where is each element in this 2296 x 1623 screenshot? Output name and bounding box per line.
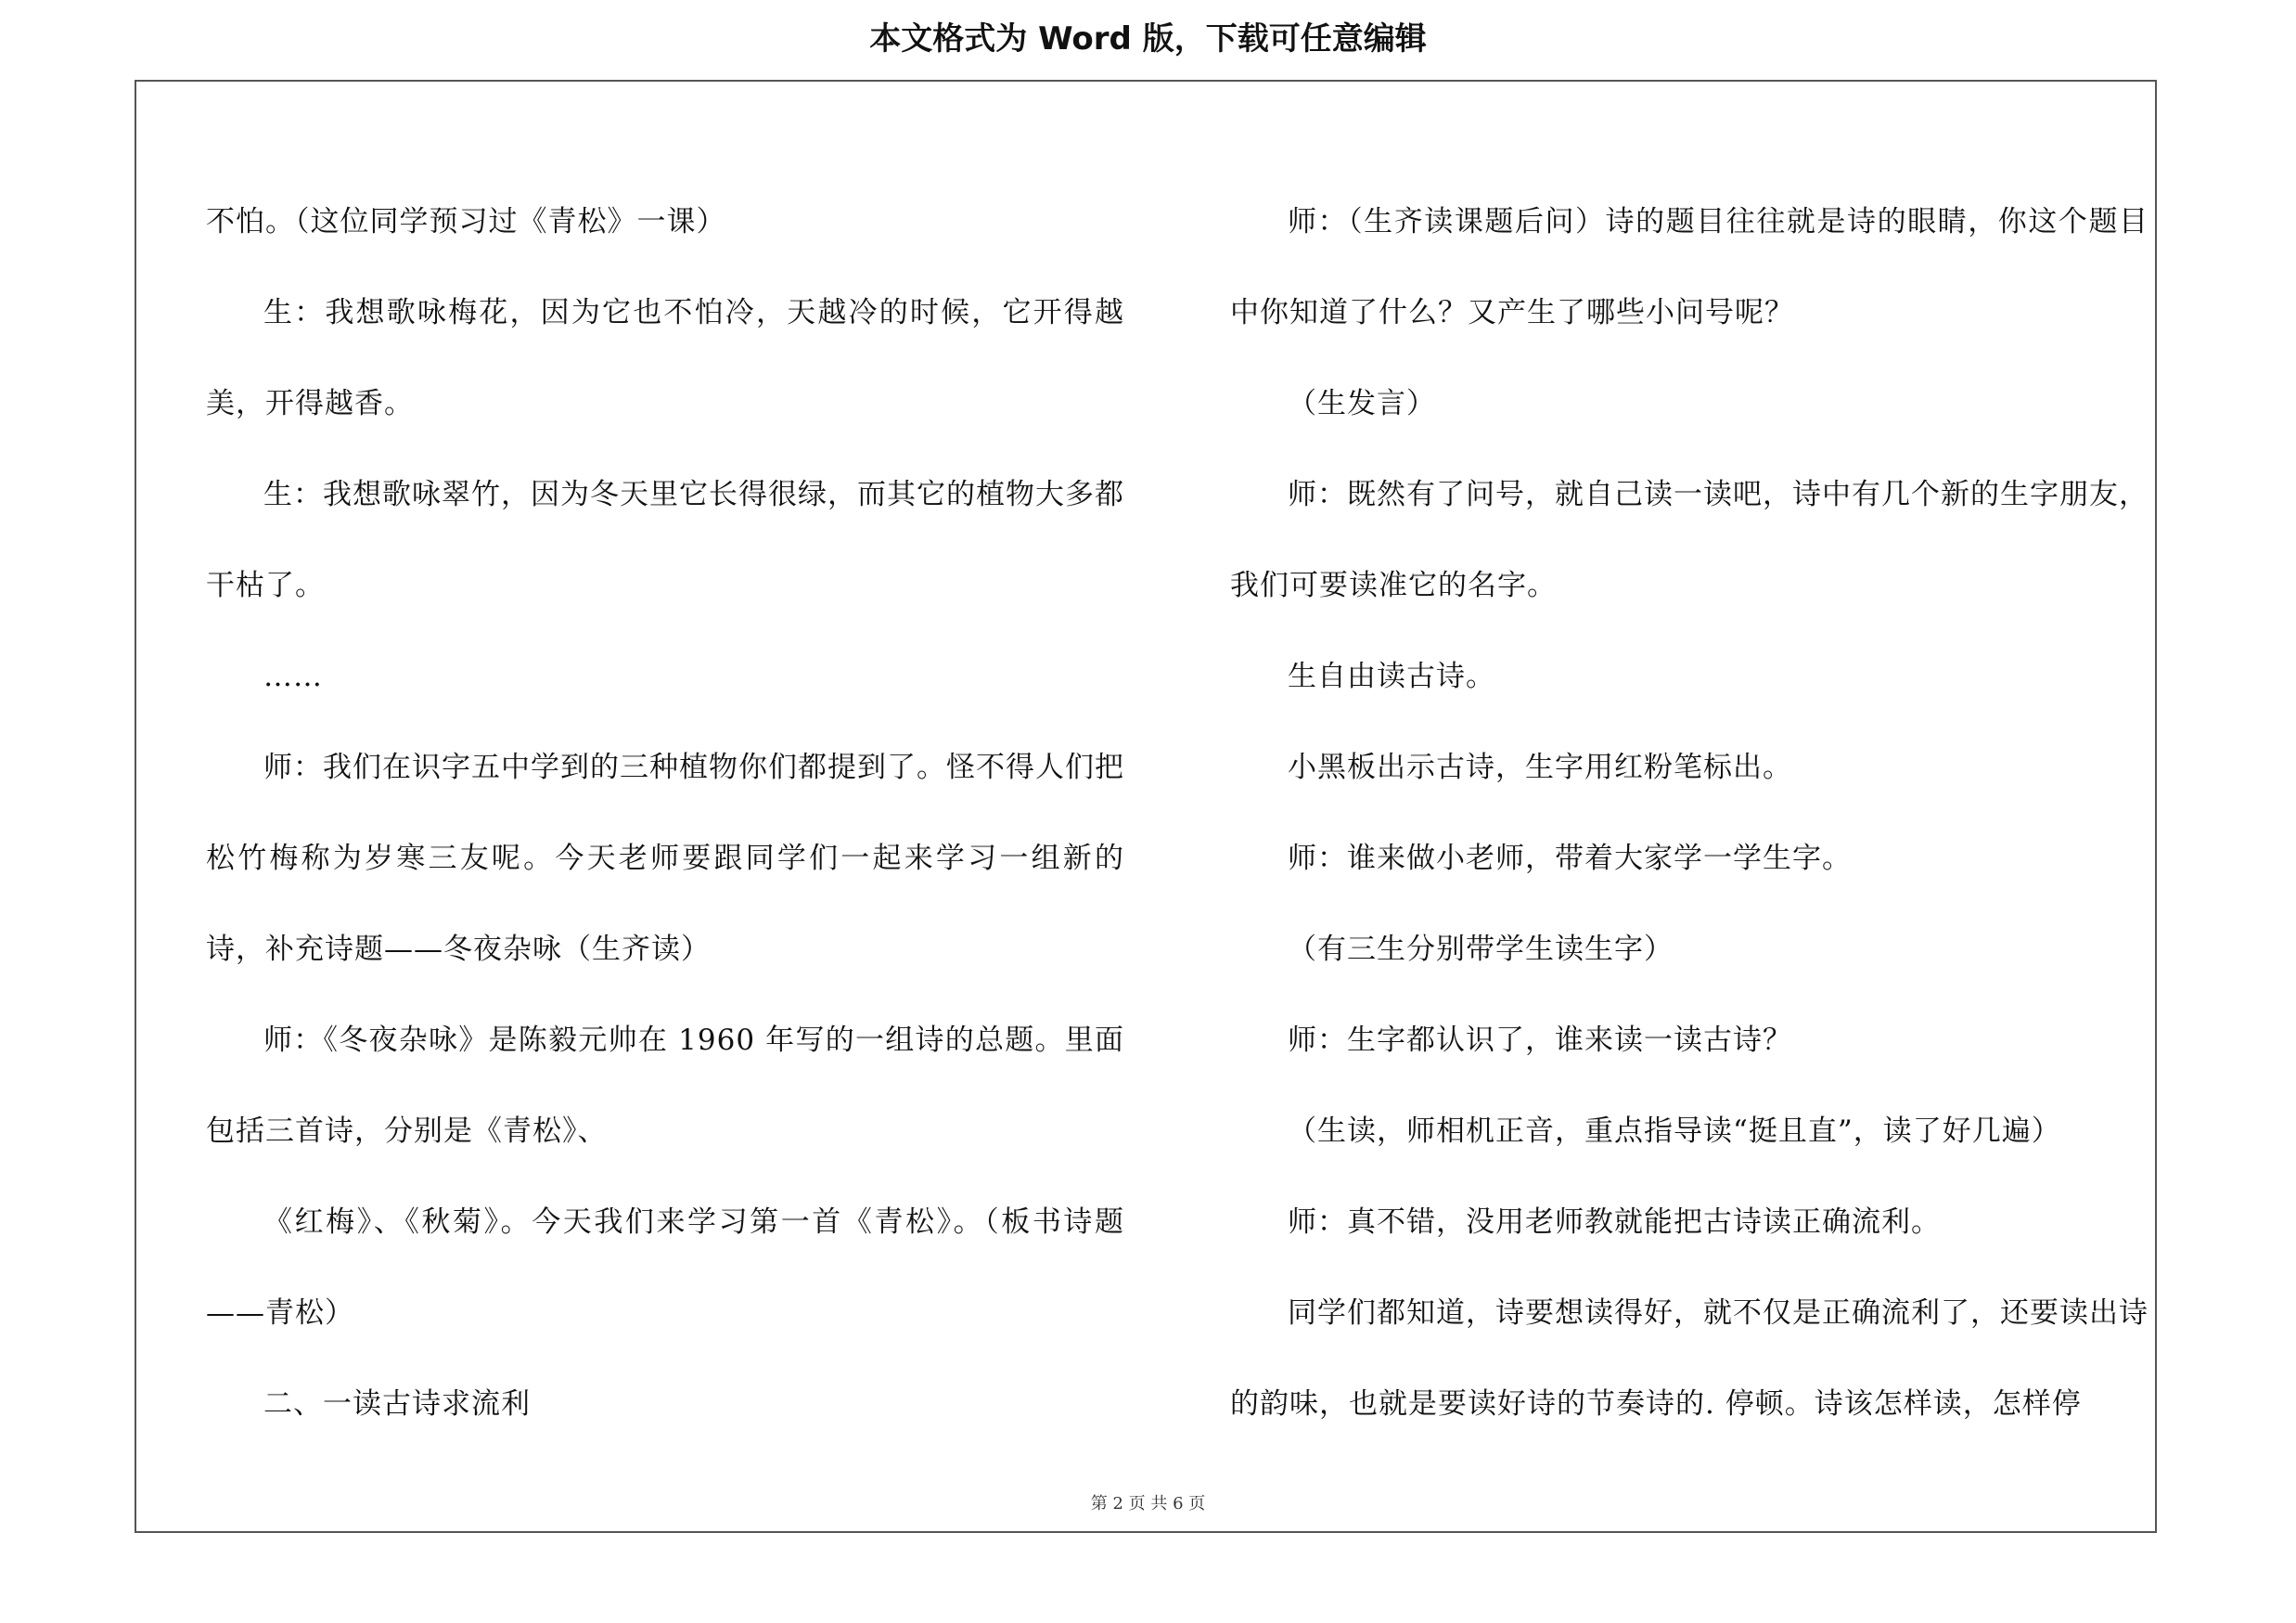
- paragraph: 生自由读古诗。: [1288, 660, 1495, 693]
- paragraph: 师：真不错，没用老师教就能把古诗读正确流利。: [1288, 1205, 1941, 1239]
- right-text-column: [1230, 176, 2148, 1449]
- paragraph: （生读，师相机正音，重点指导读“挺且直”，读了好几遍）: [1288, 1114, 2061, 1148]
- document-header-banner: 本文格式为 Word 版，下载可任意编辑: [869, 20, 1427, 58]
- paragraph: 同学们都知道，诗要想读得好，就不仅是正确流利了，还要读出诗的韵味，也就是要读好诗的节奏诗的. 停顿。诗该怎样读，怎样停: [1230, 1296, 2148, 1421]
- paragraph: 小黑板出示古诗，生字用红粉笔标出。: [1288, 751, 1792, 784]
- paragraph: 不怕。（这位同学预习过《青松》一课）: [206, 205, 726, 238]
- paragraph: （生发言）: [1288, 387, 1436, 420]
- paragraph: 生：我想歌咏翠竹，因为冬天里它长得很绿，而其它的植物大多都干枯了。: [206, 478, 1124, 602]
- paragraph: 生：我想歌咏梅花，因为它也不怕冷，天越冷的时候，它开得越美，开得越香。: [206, 296, 1124, 420]
- page-number-footer: 第 2 页 共 6 页: [1090, 1494, 1206, 1514]
- paragraph: 《红梅》、《秋菊》。今天我们来学习第一首《青松》。（板书诗题——青松）: [206, 1205, 1124, 1330]
- ellipsis-paragraph: ……: [263, 660, 323, 693]
- paragraph: 师：（生齐读课题后问）诗的题目往往就是诗的眼睛，你这个题目中你知道了什么？又产生了哪些小问号呢？: [1230, 205, 2148, 329]
- paragraph: 师：既然有了问号，就自己读一读吧，诗中有几个新的生字朋友，我们可要读准它的名字。: [1230, 478, 2148, 602]
- paragraph: 师：谁来做小老师，带着大家学一学生字。: [1288, 842, 1852, 875]
- left-text-column: [206, 176, 1124, 1449]
- paragraph: 师：《冬夜杂咏》是陈毅元帅在 1960 年写的一组诗的总题。里面包括三首诗，分别是《青松》、: [206, 1024, 1124, 1148]
- paragraph: 师：生字都认识了，谁来读一读古诗？: [1288, 1024, 1792, 1057]
- paragraph: （有三生分别带学生读生字）: [1288, 933, 1674, 966]
- section-heading: 二、一读古诗求流利: [263, 1387, 531, 1421]
- paragraph: 师：我们在识字五中学到的三种植物你们都提到了。怪不得人们把松竹梅称为岁寒三友呢。今天老师要跟同学们一起来学习一组新的诗，补充诗题——冬夜杂咏（生齐读）: [206, 751, 1124, 966]
